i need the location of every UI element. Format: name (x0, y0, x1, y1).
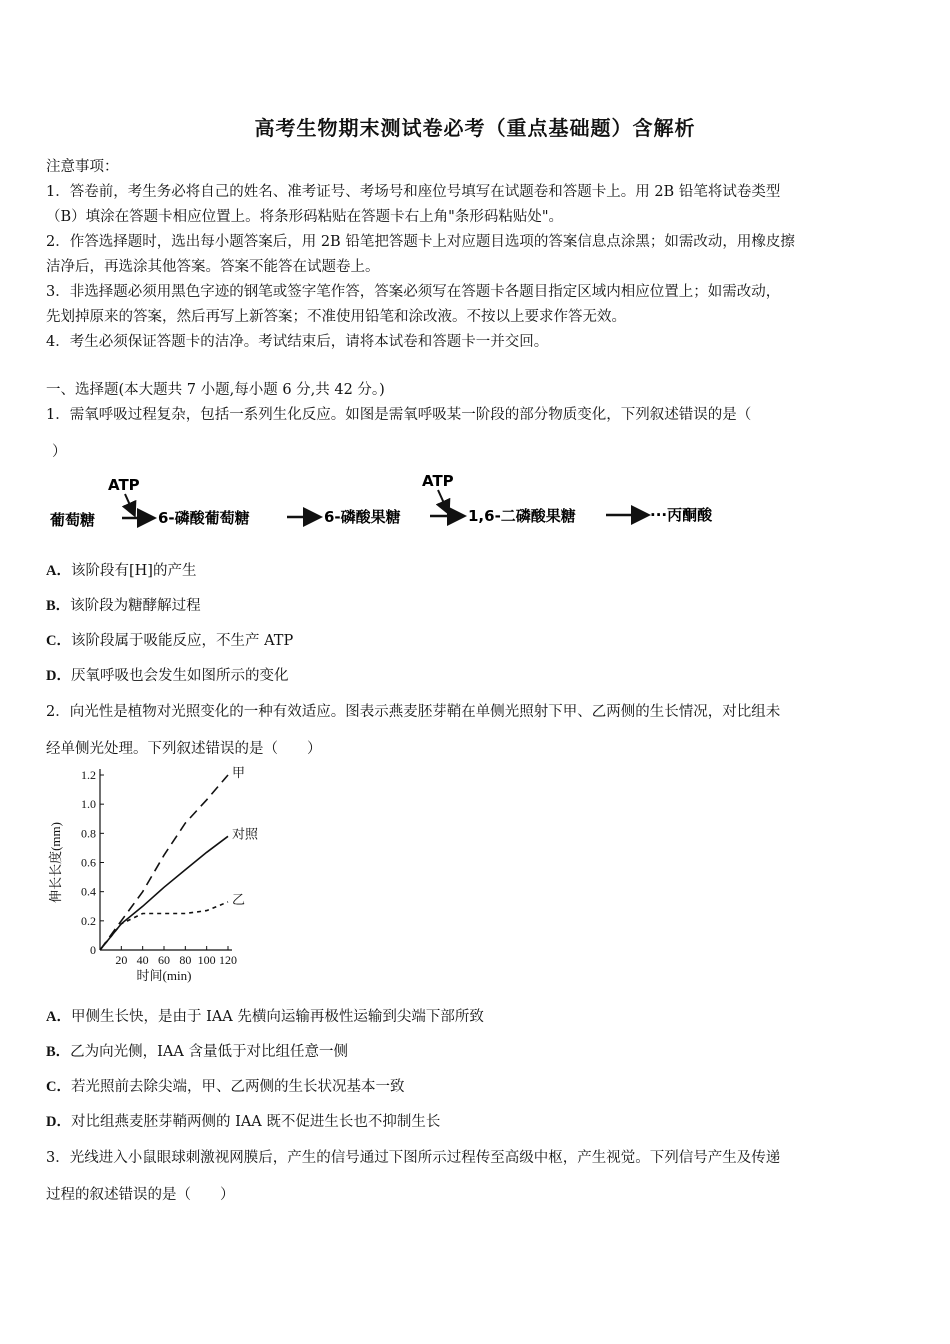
x-tick-label: 60 (158, 953, 170, 967)
q3-stem-end: 过程的叙述错误的是（ ） (46, 1187, 235, 1203)
x-axis-label: 时间(min) (136, 968, 192, 983)
option-text: 该阶段为糖酵解过程 (70, 598, 201, 614)
q1-option-a (46, 559, 196, 580)
x-tick-label: 120 (219, 953, 237, 967)
substrate-f16bp: 1,6-二磷酸果糖 (468, 507, 576, 525)
q2-option-d (46, 1110, 440, 1131)
notice-line: 洁净后，再选涂其他答案。答案不能答在试题卷上。 (46, 259, 380, 275)
option-text: 该阶段有[H]的产生 (70, 563, 197, 579)
substrate-glucose: 葡萄糖 (50, 511, 96, 529)
series-label: 对照 (232, 826, 259, 842)
growth-line-chart (40, 762, 270, 987)
option-letter: C． (46, 1079, 71, 1095)
series-line (100, 836, 228, 950)
y-tick-label: 0.4 (81, 884, 96, 899)
y-tick-label: 0.6 (81, 855, 96, 870)
q2-stem: 2．向光性是植物对光照变化的一种有效适应。图表示燕麦胚芽鞘在单侧光照射下甲、乙两侧的生长情况，对比组未 (46, 704, 781, 720)
option-letter: A． (46, 563, 71, 579)
substrate-g6p: 6-磷酸葡萄糖 (158, 509, 250, 527)
q3-stem: 3．光线进入小鼠眼球刺激视网膜后，产生的信号通过下图所示过程传至高级中枢，产生视觉。下列信号产生及传递 (46, 1150, 781, 1166)
q2-option-b (46, 1040, 348, 1061)
substrate-pyruvate: ···丙酮酸 (650, 506, 713, 524)
notice-line: 1．答卷前，考生务必将自己的姓名、准考证号、考场号和座位号填写在试题卷和答题卡上。用 2B 铅笔将试卷类型 (46, 184, 781, 200)
option-letter: B． (46, 598, 71, 614)
option-letter: D． (46, 1114, 71, 1130)
substrate-f6p: 6-磷酸果糖 (324, 508, 401, 526)
q1-stem: 1．需氧呼吸过程复杂，包括一系列生化反应。如图是需氧呼吸某一阶段的部分物质变化，下列叙述错误的是（ (46, 407, 752, 423)
y-tick-label: 1.2 (81, 768, 96, 782)
q2-stem-end: 经单侧光处理。下列叙述错误的是（ ） (46, 741, 322, 757)
q1-option-c (46, 629, 293, 650)
q1-option-b (46, 594, 201, 615)
option-text: 乙为向光侧，IAA 含量低于对比组任意一侧 (70, 1044, 348, 1060)
q2-option-a (46, 1005, 484, 1026)
atp-arrow-1 (125, 494, 134, 514)
notice-line: 3．非选择题必须用黑色字迹的钢笔或签字笔作答，答案必须写在答题卡各题目指定区域内相应位置上；如需改动， (46, 284, 781, 300)
option-text: 该阶段属于吸能反应，不生产 ATP (70, 633, 294, 649)
notice-line: 4．考生必须保证答题卡的洁净。考试结束后，请将本试卷和答题卡一并交回。 (46, 334, 549, 350)
notice-line: 2．作答选择题时，选出每小题答案后，用 2B 铅笔把答题卡上对应题目选项的答案信息点涂黑；如需改动，用橡皮擦 (46, 234, 795, 250)
series-line (100, 775, 228, 950)
glycolysis-pathway-diagram (50, 470, 750, 540)
notice-line: （B）填涂在答题卡相应位置上。将条形码粘贴在答题卡右上角"条形码粘贴处"。 (46, 209, 563, 225)
x-tick-label: 40 (136, 953, 149, 967)
page-title: 高考生物期末测试卷必考（重点基础题）含解析 (254, 116, 696, 140)
q1-option-d (46, 664, 288, 685)
y-axis-label: 伸长长度(mm) (48, 822, 63, 903)
option-letter: A． (46, 1009, 71, 1025)
notice-heading: 注意事项： (46, 159, 119, 175)
section-heading: 一、选择题(本大题共 7 小题,每小题 6 分,共 42 分。) (46, 382, 385, 398)
series-label: 乙 (232, 891, 246, 907)
atp-arrow-2 (438, 490, 448, 512)
option-text: 甲侧生长快，是由于 IAA 先横向运输再极性运输到尖端下部所致 (70, 1009, 484, 1025)
x-tick-label: 100 (197, 953, 216, 967)
option-text: 对比组燕麦胚芽鞘两侧的 IAA 既不促进生长也不抑制生长 (70, 1114, 441, 1130)
x-tick-label: 20 (115, 953, 128, 967)
option-letter: D． (46, 668, 71, 684)
option-letter: B． (46, 1044, 71, 1060)
notice-line: 先划掉原来的答案，然后再写上新答案；不准使用铅笔和涂改液。不按以上要求作答无效。 (46, 309, 626, 325)
q2-option-c (46, 1075, 404, 1096)
y-tick-label: 1.0 (81, 797, 96, 812)
q1-stem-end: ） (52, 444, 67, 460)
option-text: 若光照前去除尖端，甲、乙两侧的生长状况基本一致 (70, 1079, 405, 1095)
option-text: 厌氧呼吸也会发生如图所示的变化 (70, 668, 289, 684)
option-letter: C． (46, 633, 71, 649)
y-tick-label: 0 (90, 943, 96, 957)
y-tick-label: 0.2 (81, 913, 96, 928)
atp-label-1: ATP (108, 476, 140, 494)
atp-label-2: ATP (422, 472, 454, 490)
x-tick-label: 80 (179, 953, 192, 967)
y-tick-label: 0.8 (81, 826, 96, 841)
series-label: 甲 (232, 765, 246, 780)
